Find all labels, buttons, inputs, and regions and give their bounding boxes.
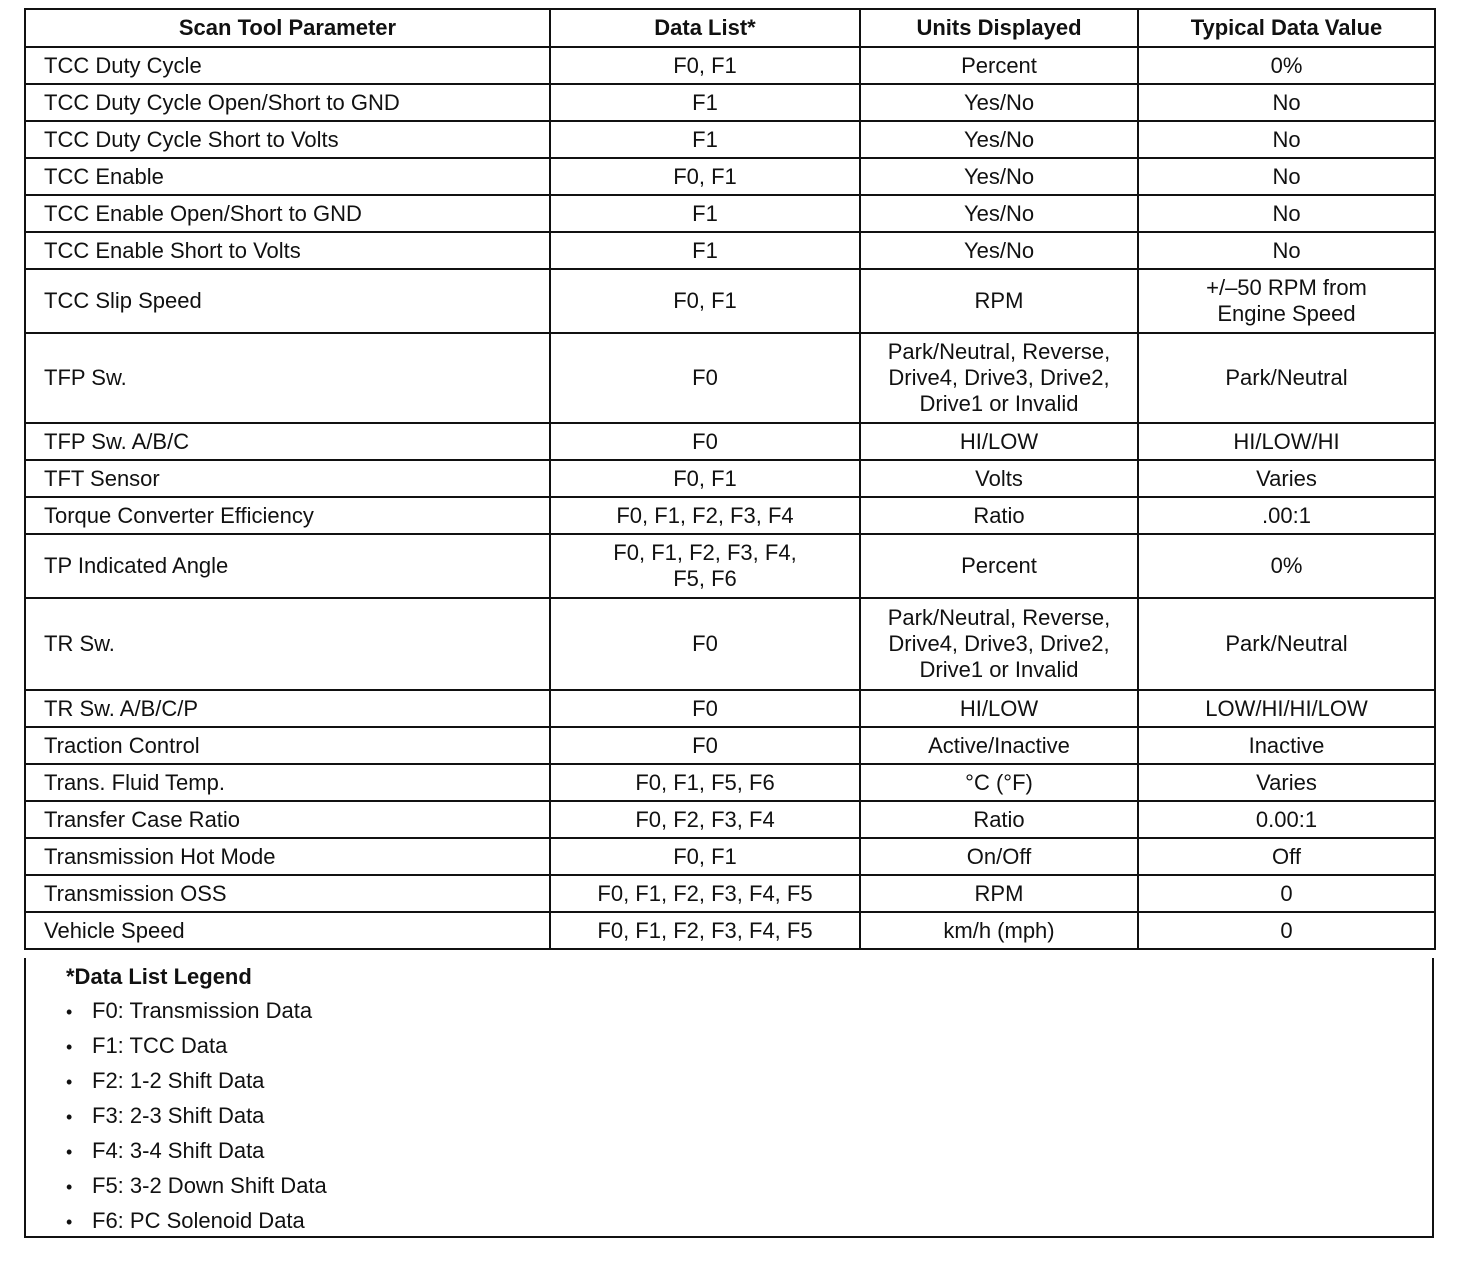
cell-data-list-line: F5, F6 xyxy=(673,566,737,591)
cell-units-line: Ratio xyxy=(973,806,1025,832)
cell-units xyxy=(860,690,1138,727)
cell-typical-value xyxy=(1138,158,1435,195)
cell-data-list-line: F0, F2, F3, F4 xyxy=(635,806,775,832)
bullet-icon: • xyxy=(66,1037,73,1057)
table-row xyxy=(25,838,1435,875)
cell-units-line: km/h (mph) xyxy=(943,917,1055,943)
cell-parameter: Vehicle Speed xyxy=(25,912,550,949)
cell-typical-value-line: No xyxy=(1272,126,1301,152)
cell-data-list-line: F0, F1 xyxy=(673,843,737,869)
table-row xyxy=(25,158,1435,195)
table-body xyxy=(25,47,1435,949)
cell-typical-value-line: Engine Speed xyxy=(1217,301,1356,326)
cell-units-line: Drive1 or Invalid xyxy=(919,657,1079,682)
cell-typical-value-line: +/–50 RPM from xyxy=(1206,275,1367,300)
bullet-icon: • xyxy=(66,1142,73,1162)
cell-parameter: Traction Control xyxy=(25,727,550,764)
cell-typical-value xyxy=(1138,764,1435,801)
legend-item-text: F4: 3-4 Shift Data xyxy=(92,1138,265,1163)
table-row xyxy=(25,690,1435,727)
table-row xyxy=(25,534,1435,598)
cell-typical-value-line: 0% xyxy=(1270,553,1303,578)
cell-typical-value xyxy=(1138,232,1435,269)
cell-parameter: Trans. Fluid Temp. xyxy=(25,764,550,801)
legend-item-text: F3: 2-3 Shift Data xyxy=(92,1103,265,1128)
cell-units-line: Drive1 or Invalid xyxy=(919,391,1079,416)
cell-units xyxy=(860,232,1138,269)
cell-parameter: TR Sw. xyxy=(25,598,550,690)
legend-item-text: F6: PC Solenoid Data xyxy=(92,1208,305,1233)
cell-data-list-line: F1 xyxy=(692,126,718,152)
table-row xyxy=(25,912,1435,949)
cell-units-line: Ratio xyxy=(973,502,1025,528)
cell-units-line: On/Off xyxy=(966,843,1032,869)
cell-data-list xyxy=(550,598,860,690)
cell-data-list-line: F0, F1 xyxy=(673,465,737,491)
table-header-row xyxy=(25,9,1435,47)
cell-typical-value-line: .00:1 xyxy=(1262,502,1311,528)
cell-units xyxy=(860,47,1138,84)
legend-item xyxy=(66,1136,327,1171)
cell-units-line: Yes/No xyxy=(963,237,1035,263)
cell-typical-value-line: No xyxy=(1272,200,1301,226)
cell-units-line: Yes/No xyxy=(963,163,1035,189)
cell-units-line: Active/Inactive xyxy=(928,732,1070,758)
table-row xyxy=(25,232,1435,269)
cell-parameter: Transfer Case Ratio xyxy=(25,801,550,838)
cell-typical-value xyxy=(1138,84,1435,121)
cell-typical-value xyxy=(1138,269,1435,333)
cell-data-list-line: F0, F1 xyxy=(673,288,737,313)
data-list-legend xyxy=(24,958,1434,1238)
cell-parameter: TCC Enable xyxy=(25,158,550,195)
header-data-list: Data List* xyxy=(550,9,860,47)
legend-item xyxy=(66,1171,327,1206)
cell-units xyxy=(860,598,1138,690)
cell-parameter: TP Indicated Angle xyxy=(25,534,550,598)
cell-data-list xyxy=(550,838,860,875)
cell-typical-value-line: Varies xyxy=(1256,465,1317,491)
bullet-icon: • xyxy=(66,1002,73,1022)
table-row xyxy=(25,269,1435,333)
cell-data-list-line: F1 xyxy=(692,89,718,115)
scan-tool-parameter-table xyxy=(24,8,1436,950)
cell-typical-value xyxy=(1138,838,1435,875)
cell-typical-value-line: 0.00:1 xyxy=(1255,806,1318,832)
bullet-icon: • xyxy=(66,1072,73,1092)
table-row xyxy=(25,195,1435,232)
cell-data-list xyxy=(550,269,860,333)
bullet-icon: • xyxy=(66,1107,73,1127)
legend-item-text: F5: 3-2 Down Shift Data xyxy=(92,1173,327,1198)
cell-typical-value xyxy=(1138,47,1435,84)
cell-typical-value xyxy=(1138,333,1435,423)
cell-parameter: TCC Duty Cycle Open/Short to GND xyxy=(25,84,550,121)
cell-units xyxy=(860,158,1138,195)
cell-data-list-line: F0, F1 xyxy=(673,163,737,189)
table-row xyxy=(25,47,1435,84)
cell-parameter: Torque Converter Efficiency xyxy=(25,497,550,534)
table-row xyxy=(25,497,1435,534)
cell-parameter: Transmission OSS xyxy=(25,875,550,912)
cell-units xyxy=(860,333,1138,423)
cell-typical-value xyxy=(1138,497,1435,534)
cell-units-line: Park/Neutral, Reverse, xyxy=(887,339,1111,364)
cell-data-list-line: F0 xyxy=(692,695,718,721)
cell-data-list-line: F1 xyxy=(692,237,718,263)
bullet-icon: • xyxy=(66,1177,73,1197)
cell-typical-value-line: 0% xyxy=(1270,52,1303,78)
table-row xyxy=(25,84,1435,121)
legend-item-text: F0: Transmission Data xyxy=(92,998,313,1023)
cell-units-line: °C (°F) xyxy=(965,769,1033,795)
cell-units xyxy=(860,875,1138,912)
cell-data-list-line: F0 xyxy=(692,428,718,454)
cell-data-list xyxy=(550,84,860,121)
legend-item xyxy=(66,1206,327,1241)
cell-parameter: Transmission Hot Mode xyxy=(25,838,550,875)
cell-units xyxy=(860,84,1138,121)
cell-data-list-line: F0 xyxy=(692,732,718,758)
cell-data-list-line: F0, F1, F2, F3, F4, F5 xyxy=(597,917,813,943)
cell-parameter: TCC Enable Short to Volts xyxy=(25,232,550,269)
cell-parameter: TFP Sw. xyxy=(25,333,550,423)
cell-typical-value-line: Varies xyxy=(1256,769,1317,795)
cell-units-line: Drive4, Drive3, Drive2, xyxy=(888,631,1110,656)
cell-units-line: Yes/No xyxy=(963,200,1035,226)
cell-data-list-line: F0, F1, F2, F3, F4, F5 xyxy=(597,880,813,906)
header-scan-tool-parameter: Scan Tool Parameter xyxy=(25,9,550,47)
cell-typical-value xyxy=(1138,801,1435,838)
cell-parameter: TCC Duty Cycle Short to Volts xyxy=(25,121,550,158)
cell-units xyxy=(860,534,1138,598)
cell-units-line: RPM xyxy=(974,880,1024,906)
cell-units-line: Park/Neutral, Reverse, xyxy=(887,605,1111,630)
table-row xyxy=(25,460,1435,497)
table-row xyxy=(25,423,1435,460)
cell-data-list xyxy=(550,333,860,423)
legend-item xyxy=(66,1066,327,1101)
cell-typical-value xyxy=(1138,875,1435,912)
table-row xyxy=(25,333,1435,423)
cell-units-line: Percent xyxy=(961,52,1037,78)
cell-data-list xyxy=(550,727,860,764)
legend-item-text: F2: 1-2 Shift Data xyxy=(92,1068,265,1093)
cell-units-line: Yes/No xyxy=(963,126,1035,152)
cell-data-list xyxy=(550,423,860,460)
cell-data-list xyxy=(550,121,860,158)
cell-typical-value xyxy=(1138,460,1435,497)
cell-data-list xyxy=(550,801,860,838)
table-row xyxy=(25,121,1435,158)
cell-data-list xyxy=(550,690,860,727)
cell-data-list xyxy=(550,912,860,949)
cell-data-list xyxy=(550,158,860,195)
cell-typical-value-line: 0 xyxy=(1280,880,1293,906)
cell-typical-value xyxy=(1138,534,1435,598)
cell-units xyxy=(860,423,1138,460)
cell-data-list xyxy=(550,875,860,912)
cell-typical-value xyxy=(1138,598,1435,690)
cell-typical-value-line: No xyxy=(1272,163,1301,189)
cell-data-list xyxy=(550,534,860,598)
cell-typical-value xyxy=(1138,195,1435,232)
cell-units-line: HI/LOW xyxy=(959,428,1039,454)
cell-units-line: Drive4, Drive3, Drive2, xyxy=(888,365,1110,390)
cell-units xyxy=(860,497,1138,534)
cell-data-list-line: F1 xyxy=(692,200,718,226)
cell-data-list-line: F0, F1, F2, F3, F4, xyxy=(613,540,797,565)
cell-typical-value-line: Off xyxy=(1272,843,1301,869)
cell-data-list-line: F0, F1 xyxy=(673,52,737,78)
cell-units xyxy=(860,460,1138,497)
cell-data-list-line: F0 xyxy=(692,365,718,390)
cell-data-list-line: F0, F1, F5, F6 xyxy=(635,769,775,795)
cell-data-list xyxy=(550,232,860,269)
legend-item xyxy=(66,996,327,1031)
cell-parameter: TFP Sw. A/B/C xyxy=(25,423,550,460)
cell-typical-value-line: HI/LOW/HI xyxy=(1233,428,1340,454)
table-row xyxy=(25,764,1435,801)
cell-typical-value xyxy=(1138,727,1435,764)
legend-list xyxy=(66,996,327,1241)
cell-data-list xyxy=(550,195,860,232)
header-units-displayed: Units Displayed xyxy=(860,9,1138,47)
cell-typical-value-line: Park/Neutral xyxy=(1225,365,1348,390)
header-typical-data-value: Typical Data Value xyxy=(1138,9,1435,47)
table-row xyxy=(25,727,1435,764)
cell-units xyxy=(860,195,1138,232)
cell-typical-value xyxy=(1138,690,1435,727)
cell-typical-value-line: No xyxy=(1272,89,1301,115)
cell-units-line: Yes/No xyxy=(963,89,1035,115)
legend-item xyxy=(66,1031,327,1066)
legend-item xyxy=(66,1101,327,1136)
cell-typical-value-line: Inactive xyxy=(1248,732,1325,758)
cell-parameter: TFT Sensor xyxy=(25,460,550,497)
cell-data-list-line: F0 xyxy=(692,631,718,656)
cell-units-line: RPM xyxy=(974,288,1024,313)
bullet-icon: • xyxy=(66,1212,73,1232)
cell-data-list xyxy=(550,764,860,801)
cell-parameter: TCC Slip Speed xyxy=(25,269,550,333)
cell-typical-value-line: Park/Neutral xyxy=(1225,631,1348,656)
cell-parameter: TCC Duty Cycle xyxy=(25,47,550,84)
cell-data-list-line: F0, F1, F2, F3, F4 xyxy=(616,502,794,528)
scan-tool-document xyxy=(24,8,1434,950)
cell-units xyxy=(860,121,1138,158)
cell-parameter: TR Sw. A/B/C/P xyxy=(25,690,550,727)
cell-data-list xyxy=(550,497,860,534)
cell-parameter: TCC Enable Open/Short to GND xyxy=(25,195,550,232)
cell-units xyxy=(860,912,1138,949)
cell-units-line: HI/LOW xyxy=(959,695,1039,721)
cell-units xyxy=(860,727,1138,764)
cell-data-list xyxy=(550,460,860,497)
cell-typical-value xyxy=(1138,121,1435,158)
cell-units xyxy=(860,764,1138,801)
table-row xyxy=(25,801,1435,838)
cell-typical-value-line: LOW/HI/HI/LOW xyxy=(1205,695,1368,721)
cell-units xyxy=(860,838,1138,875)
cell-typical-value-line: 0 xyxy=(1280,917,1293,943)
cell-typical-value xyxy=(1138,912,1435,949)
cell-units xyxy=(860,801,1138,838)
table-row xyxy=(25,875,1435,912)
legend-title: *Data List Legend xyxy=(66,964,252,989)
cell-units-line: Volts xyxy=(975,465,1023,491)
cell-units xyxy=(860,269,1138,333)
cell-units-line: Percent xyxy=(961,553,1037,578)
table-row xyxy=(25,598,1435,690)
cell-data-list xyxy=(550,47,860,84)
legend-item-text: F1: TCC Data xyxy=(92,1033,228,1058)
cell-typical-value xyxy=(1138,423,1435,460)
cell-typical-value-line: No xyxy=(1272,237,1301,263)
